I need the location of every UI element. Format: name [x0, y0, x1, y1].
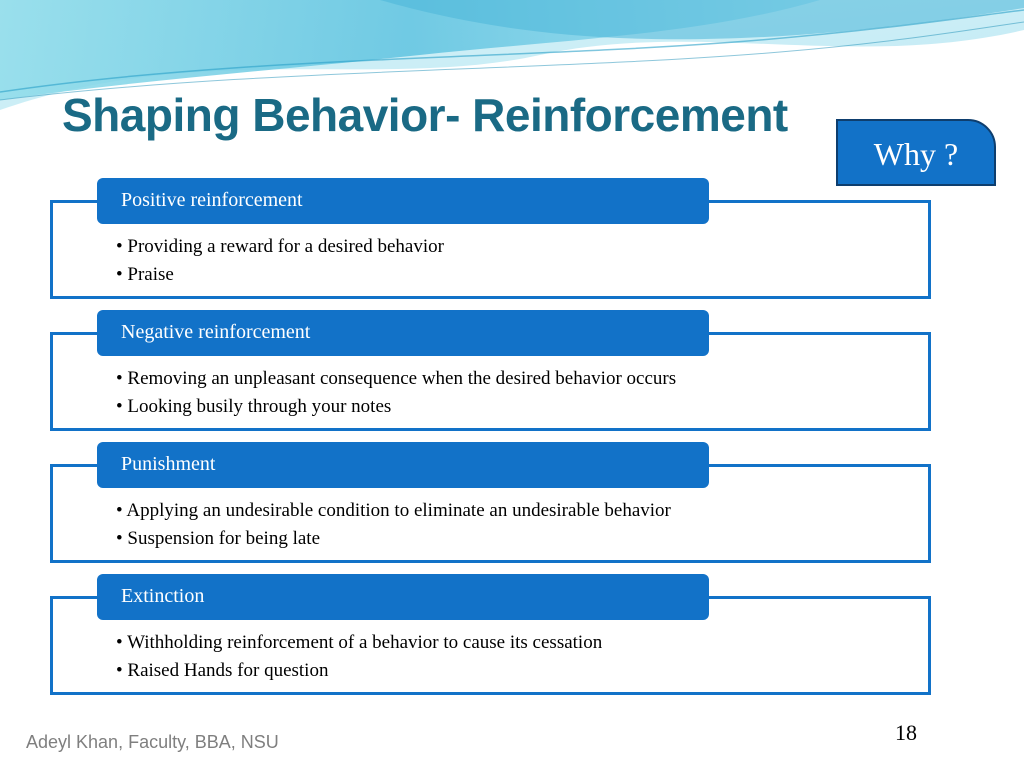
punishment-label: Punishment — [97, 442, 709, 488]
positive-reinforcement-bullets — [116, 233, 444, 289]
extinction-label: Extinction — [97, 574, 709, 620]
list-item: • Raised Hands for question — [116, 657, 602, 685]
list-item: • Providing a reward for a desired behavior — [116, 233, 444, 261]
why-button[interactable]: Why ? — [836, 119, 996, 186]
punishment-bullets — [116, 497, 671, 553]
negative-reinforcement-label: Negative reinforcement — [97, 310, 709, 356]
list-item: • Praise — [116, 261, 444, 289]
extinction-bullets — [116, 629, 602, 685]
slide-title: Shaping Behavior- Reinforcement — [62, 89, 788, 141]
positive-reinforcement-label: Positive reinforcement — [97, 178, 709, 224]
list-item: • Withholding reinforcement of a behavior to cause its cessation — [116, 629, 602, 657]
list-item: • Applying an undesirable condition to eliminate an undesirable behavior — [116, 497, 671, 525]
list-item: • Suspension for being late — [116, 525, 671, 553]
page-number: 18 — [895, 720, 917, 745]
negative-reinforcement-bullets — [116, 365, 676, 421]
list-item: • Removing an unpleasant consequence when the desired behavior occurs — [116, 365, 676, 393]
footer-author: Adeyl Khan, Faculty, BBA, NSU — [26, 732, 279, 752]
list-item: • Looking busily through your notes — [116, 393, 676, 421]
